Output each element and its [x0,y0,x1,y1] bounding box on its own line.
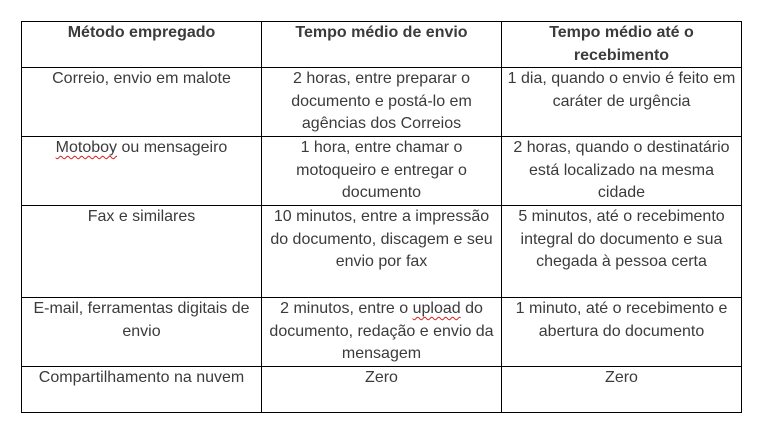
cell-method: E-mail, ferramentas digitais de envio [22,298,262,367]
cell-method: Compartilhamento na nuvem [22,367,262,413]
cell-receive-time: 1 dia, quando o envio é feito em caráter de urgência [502,68,742,137]
cell-receive-time: 2 horas, quando o destinatário está localizado na mesma cidade [502,137,742,206]
cell-method: Correio, envio em malote [22,68,262,137]
header-method: Método empregado [22,22,262,68]
table-row [22,68,742,137]
misspelled-word[interactable]: upload [412,300,461,317]
cell-send-time-pre: 2 minutos, entre o [280,300,413,317]
cell-receive-time: 5 minutos, até o recebimento integral do documento e sua chegada à pessoa certa [502,206,742,298]
comparison-table [21,21,742,413]
cell-send-time: 2 horas, entre preparar o documento e postá-lo em agências dos Correios [262,68,502,137]
cell-send-time: 1 hora, entre chamar o motoqueiro e entregar o documento [262,137,502,206]
header-send-time: Tempo médio de envio [262,22,502,68]
cell-send-time [262,298,502,367]
cell-method-rest: ou mensageiro [117,139,228,156]
header-row [22,22,742,68]
cell-send-time: Zero [262,367,502,413]
cell-receive-time: 1 minuto, até o recebimento e abertura do documento [502,298,742,367]
table-row [22,367,742,413]
cell-send-time-post: do documento, redação e envio da mensagem [269,300,494,362]
cell-method [22,137,262,206]
table-row [22,137,742,206]
cell-receive-time: Zero [502,367,742,413]
cell-send-time: 10 minutos, entre a impressão do documento, discagem e seu envio por fax [262,206,502,298]
table-row [22,298,742,367]
table-row [22,206,742,298]
cell-method: Fax e similares [22,206,262,298]
misspelled-word[interactable]: Motoboy [55,139,118,156]
header-receive-time: Tempo médio até o recebimento [502,22,742,68]
